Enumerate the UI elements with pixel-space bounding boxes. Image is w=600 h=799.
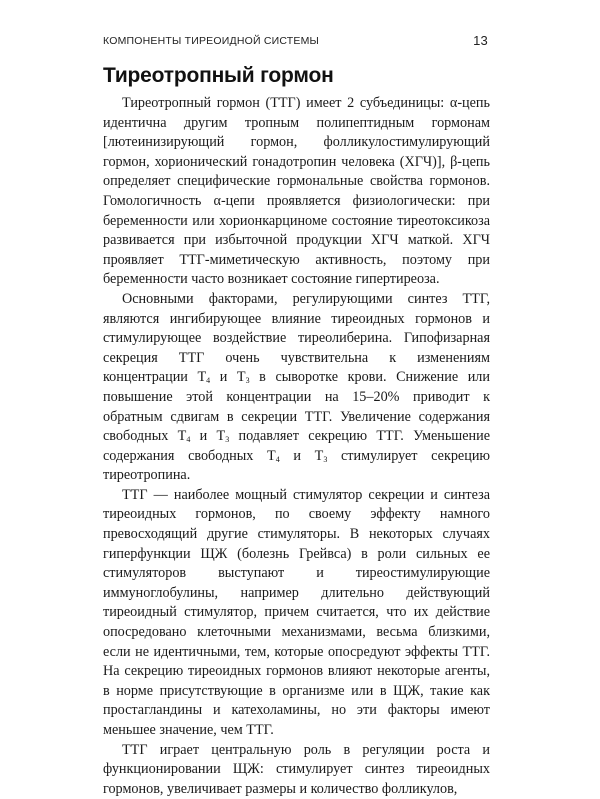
paragraph-1 (103, 94, 490, 290)
running-head (103, 35, 488, 51)
text-run: подавляет секрецию ТТГ. Уменьшение содержания свободных Т (103, 428, 491, 464)
text-run: и Т (210, 369, 246, 386)
text-run: Основными факторами, регулирующими синтез ТТГ, являются ингибирующее влияние тиреоидных гормонов и стимулирующее воздействие тиреолиберина. Гипофизарная секреция ТТГ очень чувствительна к изменениям концентрации Т (103, 290, 490, 386)
subscript: 4 (206, 376, 211, 386)
chapter-title: Тиреотропный гормон (103, 64, 334, 87)
text-run: в сыворотке крови. Снижение или повышение этой концентрации на 15–20% приводит к обратным сдвигам в секреции ТТГ. Увеличение содержания свободных Т (103, 369, 490, 445)
subscript: 3 (323, 454, 328, 464)
subscript: 4 (186, 435, 191, 445)
running-head-title: КОМПОНЕНТЫ ТИРЕОИДНОЙ СИСТЕМЫ (103, 35, 320, 47)
text-run: ТТГ — наиболее мощный стимулятор секреции и синтеза тиреоидных гормонов, по своему эффекту намного превосходящий другие стимуляторы. В некоторых случаях гиперфункции ЩЖ (болезнь Грейвса) в роли сильных ее стимуляторов выступают и тиреостимулирующие иммуноглобулины, например длительно действующий тиреоидный стимулятор, причем считается, что их действие опосредовано клеточными механизмами, весьма близкими, если не идентичными, тем, которые опосредуют эффекты ТТГ. На секрецию тиреоидных гормонов влияют некоторые агенты, в норме присутствующие в организме или в ЩЖ, такие как простагландины и катехоламины, но эти факторы имеют меньшее значение, чем ТТГ. (103, 486, 490, 738)
subscript: 3 (245, 376, 250, 386)
text-run: Тиреотропный гормон (ТТГ) имеет 2 субъединицы: α-цепь идентична другим тропным полипептидным гормонам [лютеинизирующий гормон, фолликулостимулирующий гормон, хорионический гонадотропин человека (ХГЧ)], β-цепь определяет специфические гормональные свойства гормонов. Гомологичность α-цепи проявляется физиологически: при беременности или хорионкарциноме состояние тиреотоксикоза развивается при избыточной продукции ХГЧ маткой. ХГЧ проявляет ТТГ-миметическую активность, поэтому при беременности часто возникает состояние гипертиреоза. (103, 95, 490, 288)
paragraph-2 (103, 290, 490, 486)
body-text (103, 94, 490, 799)
paragraph-3 (103, 486, 490, 741)
text-run: стимулирует секрецию тиреотропина. (103, 447, 491, 484)
page-number: 13 (473, 33, 488, 48)
subscript: 4 (275, 454, 280, 464)
subscript: 3 (225, 435, 230, 445)
text-run: и Т (190, 428, 226, 445)
text-run: и Т (279, 447, 324, 464)
paragraph-4 (103, 741, 490, 799)
text-run: ТТГ играет центральную роль в регуляции роста и функционировании ЩЖ: стимулирует синтез тиреоидных гормонов, увеличивает размеры и количество фолликулов, (103, 741, 490, 797)
